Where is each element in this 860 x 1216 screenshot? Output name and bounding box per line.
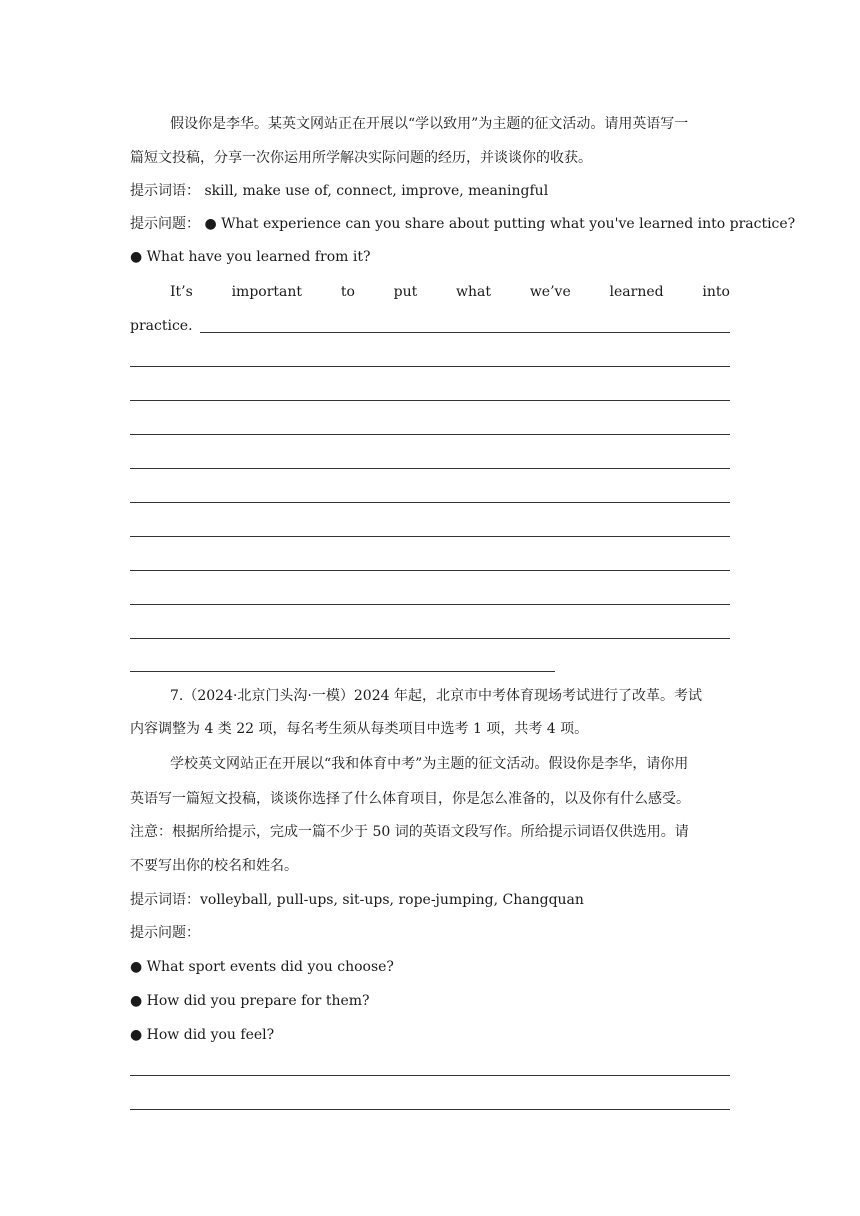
task6-hint-q2: ● What have you learned from it?: [130, 249, 371, 265]
answer-line[interactable]: [130, 570, 730, 571]
task6-opening-sentence: [130, 283, 730, 301]
task7-line2: 内容调整为 4 类 22 项，每名考生须从每类项目中选考 1 项，共考 4 项。: [130, 721, 589, 737]
answer-line[interactable]: [130, 366, 730, 367]
answer-line[interactable]: [130, 638, 730, 639]
opening-word: what: [456, 284, 492, 300]
opening-word: learned: [609, 284, 664, 300]
opening-word: into: [702, 284, 730, 300]
answer-line[interactable]: [130, 536, 730, 537]
task7-hint-q2: ● How did you prepare for them?: [130, 993, 370, 1009]
task7-line3: 学校英文网站正在开展以“我和体育中考”为主题的征文活动。假设你是李华，请你用: [170, 756, 689, 772]
task6-para-line2: 篇短文投稿，分享一次你运用所学解决实际问题的经历，并谈谈你的收获。: [130, 150, 592, 166]
opening-word: to: [340, 284, 355, 300]
answer-line[interactable]: [200, 332, 730, 333]
task6-hint-q1: ● What experience can you share about putting what you've learned into practice?: [204, 216, 796, 232]
answer-line[interactable]: [130, 1075, 730, 1076]
answer-line[interactable]: [130, 434, 730, 435]
answer-line[interactable]: [130, 1109, 730, 1110]
task7-hint-label: 提示问题：: [130, 925, 200, 941]
task7-line6: 不要写出你的校名和姓名。: [130, 858, 298, 874]
task7-line4: 英语写一篇短文投稿，谈谈你选择了什么体育项目，你是怎么准备的，以及你有什么感受。: [130, 791, 690, 807]
task6-hint-label: 提示问题：: [130, 216, 200, 232]
answer-line[interactable]: [130, 604, 730, 605]
answer-line[interactable]: [130, 400, 730, 401]
task6-para-line1: 假设你是李华。某英文网站正在开展以“学以致用”为主题的征文活动。请用英语写一: [170, 116, 689, 132]
opening-word: important: [231, 284, 303, 300]
task6-opening-end: practice.: [130, 318, 193, 334]
task6-hint-questions: [130, 215, 795, 233]
opening-word: It’s: [170, 284, 193, 300]
task7-hint-q1: ● What sport events did you choose?: [130, 959, 394, 975]
answer-line[interactable]: [130, 502, 730, 503]
opening-word: we’ve: [529, 284, 571, 300]
answer-line[interactable]: [130, 671, 555, 672]
task7-hint-q3: ● How did you feel?: [130, 1027, 275, 1043]
task7-line5: 注意：根据所给提示，完成一篇不少于 50 词的英语文段写作。所给提示词语仅供选用。请: [130, 824, 689, 840]
task6-hint-words: 提示词语： skill, make use of, connect, improve, meaningful: [130, 183, 549, 199]
opening-word: put: [393, 284, 418, 300]
task7-line1: 7.（2024·北京门头沟·一模）2024 年起，北京市中考体育现场考试进行了改革。考试: [170, 688, 702, 704]
task7-hint-words: 提示词语：volleyball, pull-ups, sit-ups, rope-jumping, Changquan: [130, 892, 584, 908]
answer-line[interactable]: [130, 468, 730, 469]
